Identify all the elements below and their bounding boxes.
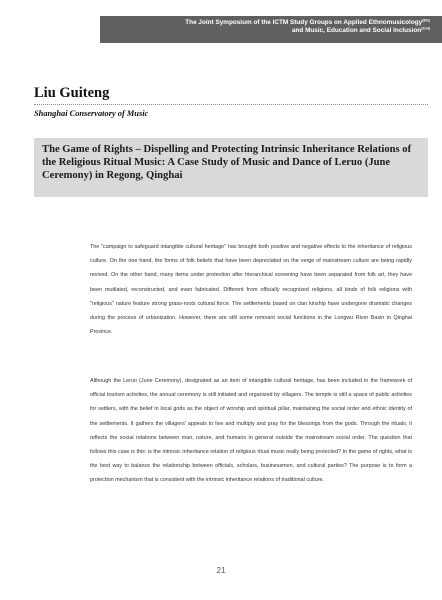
author-divider (34, 104, 428, 105)
header-line-2 (100, 27, 430, 35)
header-line-2-text: and Music, Education and Social Inclusion (291, 27, 422, 35)
header-line-1-superscript: (8th) (422, 18, 430, 23)
abstract-paragraph-1: The "campaign to safeguard intangible cultural heritage" has brought both positive and negative effects to the inheritance of religious culture. On the one hand, the forms of folk beliefs that have been depreciated on the verge of mainstream culture are being rapidly revived. On the other hand, many items under protection after hierarchical screening have been separated from folk art, they have been mutilated, reconstructed, and even fabricated. Different from officially recognized religions, all kinds of folk religions with "religious" nature feature strong grass-roots cultural force. The settlements based on clan kinship have undergone dramatic changes during the process of urbanization. However, there are still some remnant social functions in the Longwu River Basin in Qinghai Province. (90, 244, 412, 336)
title-panel (34, 138, 428, 197)
author-affiliation: Shanghai Conservatory of Music (34, 109, 149, 118)
author-block (34, 85, 426, 119)
abstract-paragraph-2: Although the Leruo (June Ceremony), designated as an item of intangible cultural heritage, has been included in the framework of official tourism activities, the annual ceremony is still initiated and organized by villagers. The temple is still a space of public activities for settlers, with the belief in local gods as the object of worship and spiritual pillar, maintaining the social order and ethnic identity of the settlements. It gathers the villagers' appeals to live and multiply and pray for the blessings from the gods. Through the rituals, it reflects the social relations between man, nature, and humans in general outside the mainstream social order. The question that follows this case is this: is the intrinsic inheritance relation of religious ritual music really being protected? In the game of rights, what is the best way to balance the relationship between officials, scholars, businessmen, and cultural parties? The purpose is to form a protection mechanism that is consistent with the intrinsic inheritance relations of traditional culture. (90, 378, 412, 484)
header-line-2-superscript: (2nd) (421, 26, 430, 31)
running-header (100, 16, 442, 43)
author-name: Liu Guiteng (34, 85, 110, 101)
header-line-1-text: The Joint Symposium of the ICTM Study Groups on Applied Ethnomusicology (185, 19, 423, 26)
paper-title: The Game of Rights – Dispelling and Protecting Intrinsic Inheritance Relations of the Religious Ritual Music: A Case Study of Music and Dance of Leruo (June Ceremony) in Regong, Qinghai (42, 144, 412, 181)
page-number: 21 (216, 566, 226, 575)
